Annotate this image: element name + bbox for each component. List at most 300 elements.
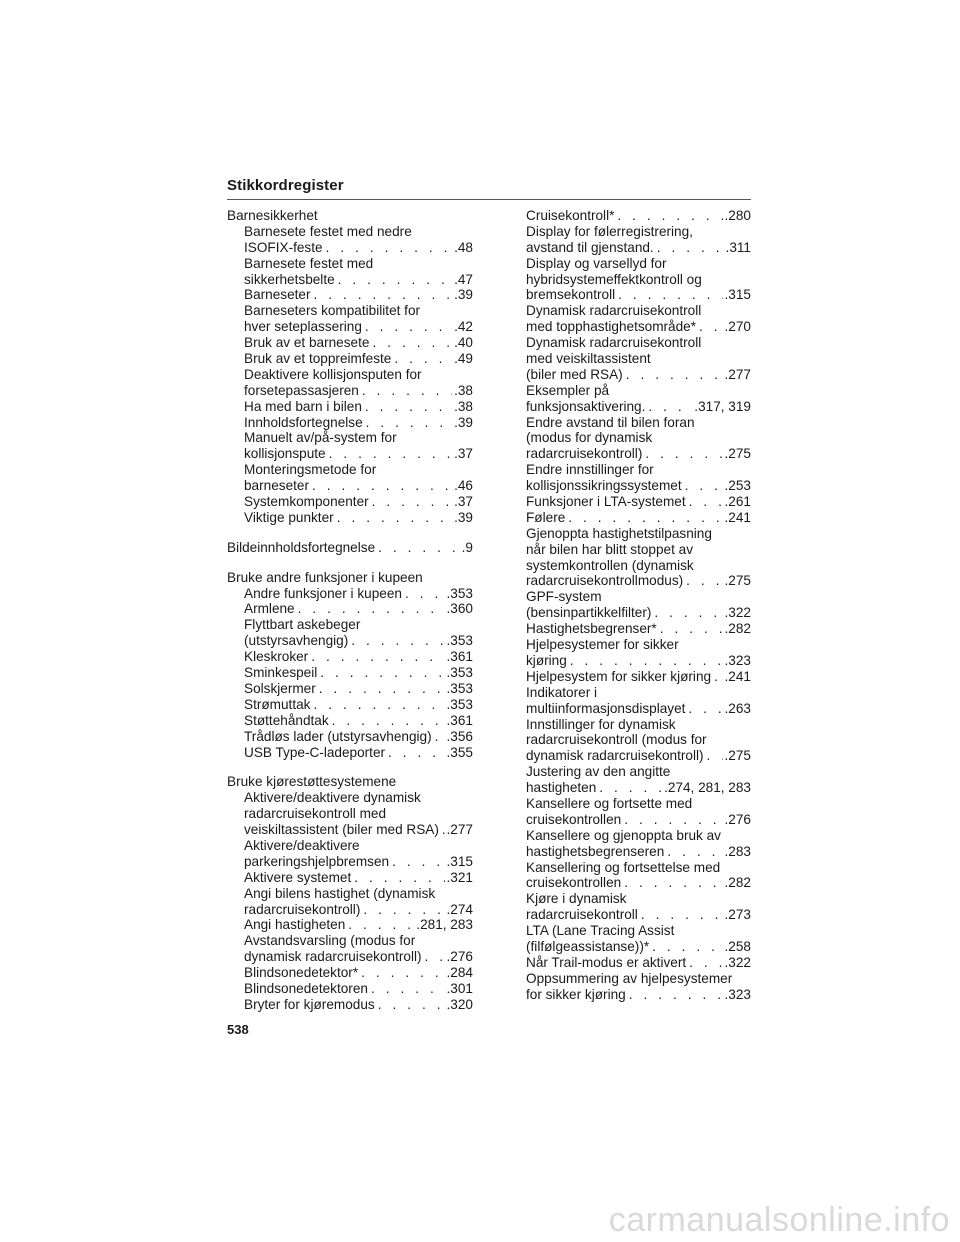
index-entry [526,780,751,796]
index-entry [227,287,473,303]
entry-label: Trådløs lader (utstyrsavhengig) [244,728,432,744]
dot-leader [624,875,722,891]
entry-label: når bilen har blitt stoppet av [526,541,694,557]
index-entry [526,812,751,828]
dot-leader [570,653,723,669]
entry-label: Hastighetsbegrenser* [526,621,657,637]
page-reference: .258 [724,938,751,954]
page-reference: .355 [446,744,473,760]
entry-label: Bildeinnholdsfortegnelse [227,539,376,555]
entry-label: Justering av den angitte [526,764,671,780]
index-entry [526,748,751,764]
page-reference: .353 [446,633,473,649]
page-reference: .353 [446,665,473,681]
index-entry [526,669,751,685]
page-reference: .263 [724,700,751,716]
entry-label: hastighetsbegrenseren [526,843,665,859]
page-reference: .275 [724,446,751,462]
page-reference: .276 [446,949,473,965]
entry-label: Display for følerregistrering, [526,223,693,239]
entry-label: Når Trail-modus er aktivert [526,954,687,970]
entry-label: avstand til gjenstand. [526,239,654,255]
dot-leader [442,822,445,838]
entry-label: Endre avstand til bilen foran [526,414,695,430]
page-reference: .323 [724,652,751,668]
page-reference: .321 [446,869,473,885]
page-reference: .322 [724,954,751,970]
entry-label: Barnesete festet med [244,255,374,271]
page-reference: .361 [446,712,473,728]
page-reference: .274, 281, 283 [664,780,751,796]
dot-leader [660,621,723,637]
page-reference: .281, 283 [416,917,473,933]
dot-leader [641,907,723,923]
page-reference: .241 [724,668,751,684]
page-reference: .270 [724,319,751,335]
entry-label: Aktivere/deaktivere dynamisk [244,790,421,806]
page-reference: .40 [454,335,473,351]
index-entry [227,681,473,697]
index-group [227,774,473,1012]
page-reference: .273 [724,907,751,923]
entry-label: cruisekontrollen [526,811,622,827]
dot-leader [686,573,722,589]
left-index-column [227,208,473,1013]
index-entry-text [227,617,473,633]
index-entry [526,319,751,335]
entry-label: Andre funksjoner i kupeen [244,585,402,601]
page-reference: .38 [454,382,473,398]
entry-label: Kansellere og fortsette med [526,795,693,811]
entry-label: Endre innstillinger for [526,462,654,478]
entry-label: radarcruisekontroll) [244,901,361,917]
index-entry [227,415,473,431]
entry-label: Eksempler på [526,382,610,398]
page-reference: .275 [724,573,751,589]
entry-label: Støttehåndtak [244,712,329,728]
index-entry [227,949,473,965]
index-entry-text [526,860,751,876]
index-entry [526,399,751,415]
entry-label: med veiskiltassistent [526,351,651,367]
index-entry [526,287,751,303]
index-entry [526,367,751,383]
index-group [227,570,473,761]
dot-leader [652,939,722,955]
dot-leader [405,586,445,602]
page-reference: .353 [446,585,473,601]
watermark: carmanualsonline.info [608,1201,950,1239]
index-entry [526,987,751,1003]
entry-label: Angi bilens hastighet (dynamisk [244,885,436,901]
entry-label: dynamisk radarcruisekontroll) [526,748,704,764]
entry-label: Ha med barn i bilen [244,398,362,414]
index-entry-text [227,806,473,822]
dot-leader [648,399,692,415]
entry-label: Innstillinger for dynamisk [526,716,676,732]
index-entry-text [227,303,473,319]
entry-label: Systemkomponenter [244,494,369,510]
index-entry-text [227,570,473,586]
page-reference: .48 [454,239,473,255]
entry-label: radarcruisekontroll) [526,446,643,462]
index-entry [227,351,473,367]
index-entry [227,478,473,494]
dot-leader [329,446,452,462]
page-reference: .42 [454,319,473,335]
index-entry [526,844,751,860]
entry-label: Blindsonedetektoren [244,980,368,996]
dot-leader [689,955,722,971]
entry-label: (bensinpartikkelfilter) [526,605,652,621]
index-entry [526,510,751,526]
page-reference: .356 [446,728,473,744]
page-title: Stikkordregister [227,177,344,194]
page-reference: .277 [446,822,473,838]
page-reference: .275 [724,748,751,764]
dot-leader [311,649,444,665]
page-reference: .49 [454,351,473,367]
entry-label: ISOFIX-feste [244,239,323,255]
entry-label: Aktivere systemet [244,869,352,885]
entry-label: Barneseter [244,287,311,303]
entry-label: Oppsummering av hjelpesystemer [526,970,733,986]
index-entry-text [526,717,751,733]
dot-leader [348,917,414,933]
dot-leader [320,665,444,681]
index-entry [227,335,473,351]
entry-label: Barnesete festet med nedre [244,223,412,239]
dot-leader [617,208,722,224]
dot-leader [378,997,445,1013]
page-reference: .282 [724,875,751,891]
entry-label: GPF-system [526,589,602,605]
index-entry-text [526,430,751,446]
entry-label: Gjenoppta hastighetstilpasning [526,525,712,541]
index-entry [526,573,751,589]
dot-leader [618,287,722,303]
index-entry-text [227,367,473,383]
entry-label: funksjonsaktivering. [526,398,646,414]
page-reference: .277 [724,366,751,382]
entry-label: Hjelpesystem for sikker kjøring [526,668,712,684]
dot-leader [326,240,453,256]
page-reference: .283 [724,843,751,859]
dot-leader [435,729,445,745]
page-reference: .274 [446,901,473,917]
dot-leader [624,812,722,828]
entry-label: veiskiltassistent (biler med RSA) [244,822,439,838]
entry-label: USB Type-C-ladeporter [244,744,386,760]
index-entry-text [526,923,751,939]
entry-label: Funksjoner i LTA-systemet [526,494,686,510]
index-entry-text [227,886,473,902]
page-reference: .361 [446,649,473,665]
index-entry-text [227,838,473,854]
index-entry-text [526,558,751,574]
index-entry [227,729,473,745]
entry-label: (biler med RSA) [526,366,623,382]
index-group [227,208,473,526]
entry-label: Barneseters kompatibilitet for [244,303,421,319]
page-reference: .317, 319 [694,398,751,414]
index-entry-text [227,790,473,806]
index-entry [526,605,751,621]
page-reference: .315 [446,853,473,869]
entry-label: kollisjonspute [244,446,326,462]
group-spacer [227,760,473,774]
entry-label: Manuelt av/på-system for [244,430,397,446]
index-entry [526,208,751,224]
entry-label: Kjøre i dynamisk [526,891,627,907]
entry-label: Display og varsellyd for [526,255,667,271]
index-entry-text [526,542,751,558]
entry-label: Viktige punkter [244,509,334,525]
entry-label: Kansellere og gjenoppta bruk av [526,827,721,843]
entry-label: kjøring [526,652,567,668]
dot-leader [351,633,444,649]
entry-label: Armlene [244,601,295,617]
index-entry [227,601,473,617]
dot-leader [354,870,444,886]
index-entry-text [227,462,473,478]
entry-label: dynamisk radarcruisekontroll) [244,949,422,965]
entry-label: Bryter for kjøremodus [244,996,375,1012]
index-entry [526,955,751,971]
index-entry [227,446,473,462]
index-entry-text [526,637,751,653]
dot-leader [337,510,452,526]
page-reference: .315 [724,287,751,303]
index-entry [227,665,473,681]
index-entry-text [227,933,473,949]
dot-leader [626,367,723,383]
dot-leader [689,494,723,510]
index-entry [227,902,473,918]
index-entry [227,697,473,713]
page-reference: .46 [454,478,473,494]
index-entry [227,997,473,1013]
index-entry-text [526,383,751,399]
index-entry [227,383,473,399]
index-group [227,540,473,556]
entry-label: Dynamisk radarcruisekontroll [526,335,702,351]
index-entry [526,653,751,669]
index-entry-text [526,796,751,812]
index-entry-text [227,774,473,790]
index-entry-text [227,224,473,240]
page-reference: .37 [454,494,473,510]
entry-label: hver seteplassering [244,319,362,335]
dot-leader [707,748,723,764]
page-reference: .320 [446,996,473,1012]
index-entry [526,478,751,494]
entry-label: (utstyrsavhengig) [244,633,349,649]
page-reference: .38 [454,398,473,414]
entry-label: radarcruisekontroll med [244,806,387,822]
entry-label: Strømuttak [244,696,311,712]
entry-label: radarcruisekontroll (modus for [526,732,707,748]
index-entry [227,917,473,933]
page-reference: .353 [446,680,473,696]
index-entry [227,649,473,665]
page-number: 538 [227,1022,249,1037]
entry-label: multiinformasjonsdisplayet [526,700,686,716]
entry-label: Bruk av et toppreimfeste [244,351,392,367]
index-entry [526,240,751,256]
page-reference: .37 [454,446,473,462]
entry-label: radarcruisekontroll [526,907,638,923]
index-entry-text [526,732,751,748]
page-reference: .311 [725,239,751,255]
entry-label: bremsekontroll [526,287,616,303]
index-entry [227,822,473,838]
entry-label: Solskjermer [244,680,316,696]
index-entry [526,621,751,637]
entry-label: cruisekontrollen [526,875,622,891]
dot-leader [313,697,444,713]
page-reference: .280 [724,208,751,223]
entry-label: Kleskroker [244,649,309,665]
dot-leader [372,494,452,510]
entry-label: Aktivere/deaktivere [244,837,360,853]
entry-label: Angi hastigheten [244,917,346,933]
page-reference: .39 [454,414,473,430]
index-entry-text [526,224,751,240]
title-divider [227,199,751,200]
page-reference: .323 [724,986,751,1002]
dot-leader [338,272,452,288]
index-entry-text [526,303,751,319]
entry-label: Flyttbart askebeger [244,617,361,633]
entry-label: Monteringsmetode for [244,462,377,478]
dot-leader [363,902,444,918]
dot-leader [332,713,445,729]
page-reference: .282 [724,621,751,637]
index-entry-text [526,415,751,431]
dot-leader [366,415,452,431]
index-entry-text [526,526,751,542]
page-reference: .353 [446,696,473,712]
dot-leader [568,510,722,526]
index-entry [227,494,473,510]
index-entry [227,510,473,526]
index-entry-text [526,971,751,987]
page-reference: .360 [446,601,473,617]
dot-leader [629,987,723,1003]
index-entry [227,854,473,870]
entry-label: Barnesikkerhet [227,208,318,223]
index-entry [227,981,473,997]
index-entry-text [526,462,751,478]
index-entry [526,875,751,891]
index-entry [227,965,473,981]
page-reference: .261 [724,494,751,510]
index-entry [526,907,751,923]
entry-label: Bruke kjørestøttesystemene [227,774,397,790]
page-reference: .241 [724,509,751,525]
dot-leader [645,446,722,462]
dot-leader [361,965,444,981]
dot-leader [365,319,452,335]
right-index-column [526,208,751,1003]
index-entry-text [526,351,751,367]
entry-label: parkeringshjelpbremsen [244,853,390,869]
dot-leader [657,240,724,256]
dot-leader [388,745,444,761]
dot-leader [699,319,723,335]
entry-label: Blindsonedetektor* [244,965,359,981]
entry-label: med topphastighetsområde* [526,319,697,335]
entry-label: Avstandsvarsling (modus for [244,933,416,949]
index-entry [526,446,751,462]
entry-label: radarcruisekontrollmodus) [526,573,684,589]
dot-leader [362,383,452,399]
entry-label: Dynamisk radarcruisekontroll [526,303,702,319]
dot-leader [392,854,444,870]
index-entry [227,272,473,288]
entry-label: Deaktivere kollisjonsputen for [244,366,422,382]
entry-label: kollisjonssikringssystemet [526,478,682,494]
index-entry [227,745,473,761]
index-entry [227,713,473,729]
page-reference: .47 [454,271,473,287]
dot-leader [365,399,452,415]
dot-leader [319,681,445,697]
dot-leader [714,669,722,685]
entry-label: Følere [526,509,566,525]
entry-label: barneseter [244,478,309,494]
index-entry [526,701,751,717]
index-entry [227,540,473,556]
dot-leader [312,478,452,494]
entry-label: forsetepassasjeren [244,382,359,398]
page-reference: .284 [446,965,473,981]
index-entry-text [526,589,751,605]
index-entry-text [526,828,751,844]
dot-leader [394,351,452,367]
entry-label: hybridsystemeffektkontroll og [526,271,702,287]
index-entry-text [227,256,473,272]
group-spacer [227,526,473,540]
index-entry-text [526,256,751,272]
dot-leader [667,844,722,860]
index-entry-text [227,208,473,224]
dot-leader [298,601,445,617]
entry-label: (filfølgeassistanse))* [526,938,650,954]
index-entry [227,319,473,335]
dot-leader [371,981,445,997]
index-entry-text [526,685,751,701]
entry-label: LTA (Lane Tracing Assist [526,923,675,939]
entry-label: Innholdsfortegnelse [244,414,363,430]
entry-label: Indikatorer i [526,684,598,700]
entry-label: Kansellering og fortsettelse med [526,859,721,875]
dot-leader [314,287,453,303]
index-entry [227,240,473,256]
dot-leader [654,605,722,621]
entry-label: Hjelpesystemer for sikker [526,637,679,653]
index-entry-text [526,891,751,907]
entry-label: hastigheten [526,780,597,796]
entry-label: Sminkespeil [244,665,318,681]
page-reference: .39 [454,509,473,525]
dot-leader [685,478,723,494]
entry-label: sikkerhetsbelte [244,271,335,287]
dot-leader [378,540,460,556]
index-entry [227,870,473,886]
index-entry-text [526,335,751,351]
